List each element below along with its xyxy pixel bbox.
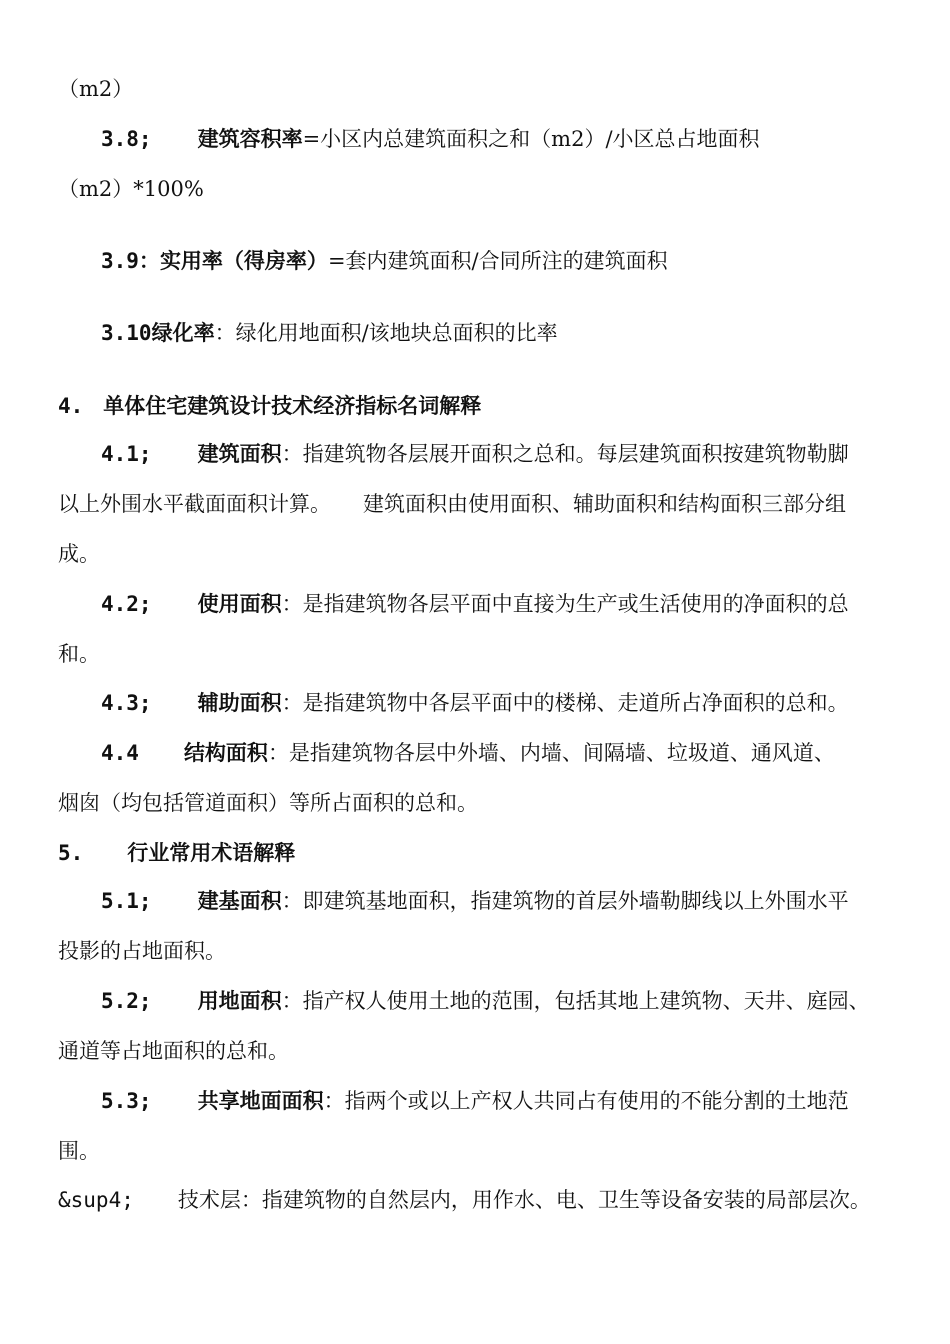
item-number: &sup4;	[58, 1188, 134, 1212]
line-text: 通道等占地面积的总和。	[58, 1039, 289, 1063]
term-label: 结构面积	[183, 740, 268, 765]
line-text: ：是指建筑物各层中外墙、内墙、间隔墙、垃圾道、通风道、	[267, 741, 835, 765]
line-5-1	[101, 888, 849, 914]
line-21	[58, 1138, 100, 1164]
item-number: 4.1;	[101, 442, 152, 466]
line-text: 技术层：指建筑物的自然层内，用作水、电、卫生等设备安装的局部层次。	[177, 1188, 871, 1212]
line-text: ：指产权人使用土地的范围，包括其地上建筑物、天井、庭园、	[281, 989, 870, 1013]
line-tech-floor	[58, 1187, 871, 1213]
line-08	[58, 491, 846, 517]
line-text: ：是指建筑物各层平面中直接为生产或生活使用的净面积的总	[281, 592, 849, 616]
line-3-9	[101, 248, 668, 274]
line-4-4	[101, 740, 835, 766]
line-text: 投影的占地面积。	[58, 939, 226, 963]
line-4-2	[101, 591, 849, 617]
line-3-8	[101, 126, 760, 152]
item-number: 3.8;	[101, 127, 152, 151]
line-text: 以上外围水平截面面积计算。	[58, 492, 331, 516]
term-label: 建基面积	[197, 888, 282, 913]
line-03	[58, 176, 204, 202]
section-title: 行业常用术语解释	[127, 840, 296, 865]
item-number: 4.4	[101, 741, 139, 765]
line-text: （m2）*100%	[58, 177, 204, 201]
line-text: （m2）	[58, 77, 134, 101]
line-3-10	[101, 320, 558, 346]
term-label: 用地面积	[197, 988, 282, 1013]
line-4-1	[101, 441, 849, 467]
line-5-2	[101, 988, 870, 1014]
item-number: 5.2;	[101, 989, 152, 1013]
line-text: ：是指建筑物中各层平面中的楼梯、走道所占净面积的总和。	[281, 691, 849, 715]
line-text: ：即建筑基地面积，指建筑物的首层外墙勒脚线以上外围水平	[281, 889, 849, 913]
line-4-3	[101, 690, 849, 716]
line-text: ：绿化用地面积/该地块总面积的比率	[214, 321, 558, 345]
term-label: 实用率（得房率）	[159, 248, 328, 273]
section-number: 4.	[58, 394, 84, 418]
item-number: 5.3;	[101, 1089, 152, 1113]
line-11	[58, 641, 100, 667]
section-number: 5.	[58, 841, 84, 865]
item-number: 4.2;	[101, 592, 152, 616]
line-19	[58, 1038, 289, 1064]
line-14	[58, 790, 478, 816]
line-text: ：指两个或以上产权人共同占有使用的不能分割的土地范	[323, 1089, 849, 1113]
item-number: 4.3;	[101, 691, 152, 715]
term-label: 使用面积	[197, 591, 282, 616]
term-label: 建筑面积	[197, 441, 282, 466]
line-text: 和。	[58, 642, 100, 666]
line-text-2: 建筑面积由使用面积、辅助面积和结构面积三部分组	[363, 492, 846, 516]
term-label: 辅助面积	[197, 690, 282, 715]
term-label: 共享地面面积	[197, 1088, 324, 1113]
line-text: ：指建筑物各层展开面积之总和。每层建筑面积按建筑物勒脚	[281, 442, 849, 466]
line-text: 成。	[58, 542, 100, 566]
line-17	[58, 938, 226, 964]
term-label: 建筑容积率	[197, 126, 303, 151]
item-number: 3.9：	[101, 249, 160, 273]
item-number: 5.1;	[101, 889, 152, 913]
line-text: 烟囱（均包括管道面积）等所占面积的总和。	[58, 791, 478, 815]
section-title: 单体住宅建筑设计技术经济指标名词解释	[103, 393, 482, 418]
line-5-3	[101, 1088, 849, 1114]
line-text: 围。	[58, 1139, 100, 1163]
term-label: 绿化率	[151, 320, 215, 345]
line-09	[58, 541, 100, 567]
section-heading-4	[58, 393, 481, 419]
section-heading-5	[58, 840, 295, 866]
item-number: 3.10	[101, 321, 152, 345]
line-text: =小区内总建筑面积之和（m2）/小区总占地面积	[302, 127, 760, 151]
line-01	[58, 76, 133, 102]
line-text: =套内建筑面积/合同所注的建筑面积	[327, 249, 668, 273]
